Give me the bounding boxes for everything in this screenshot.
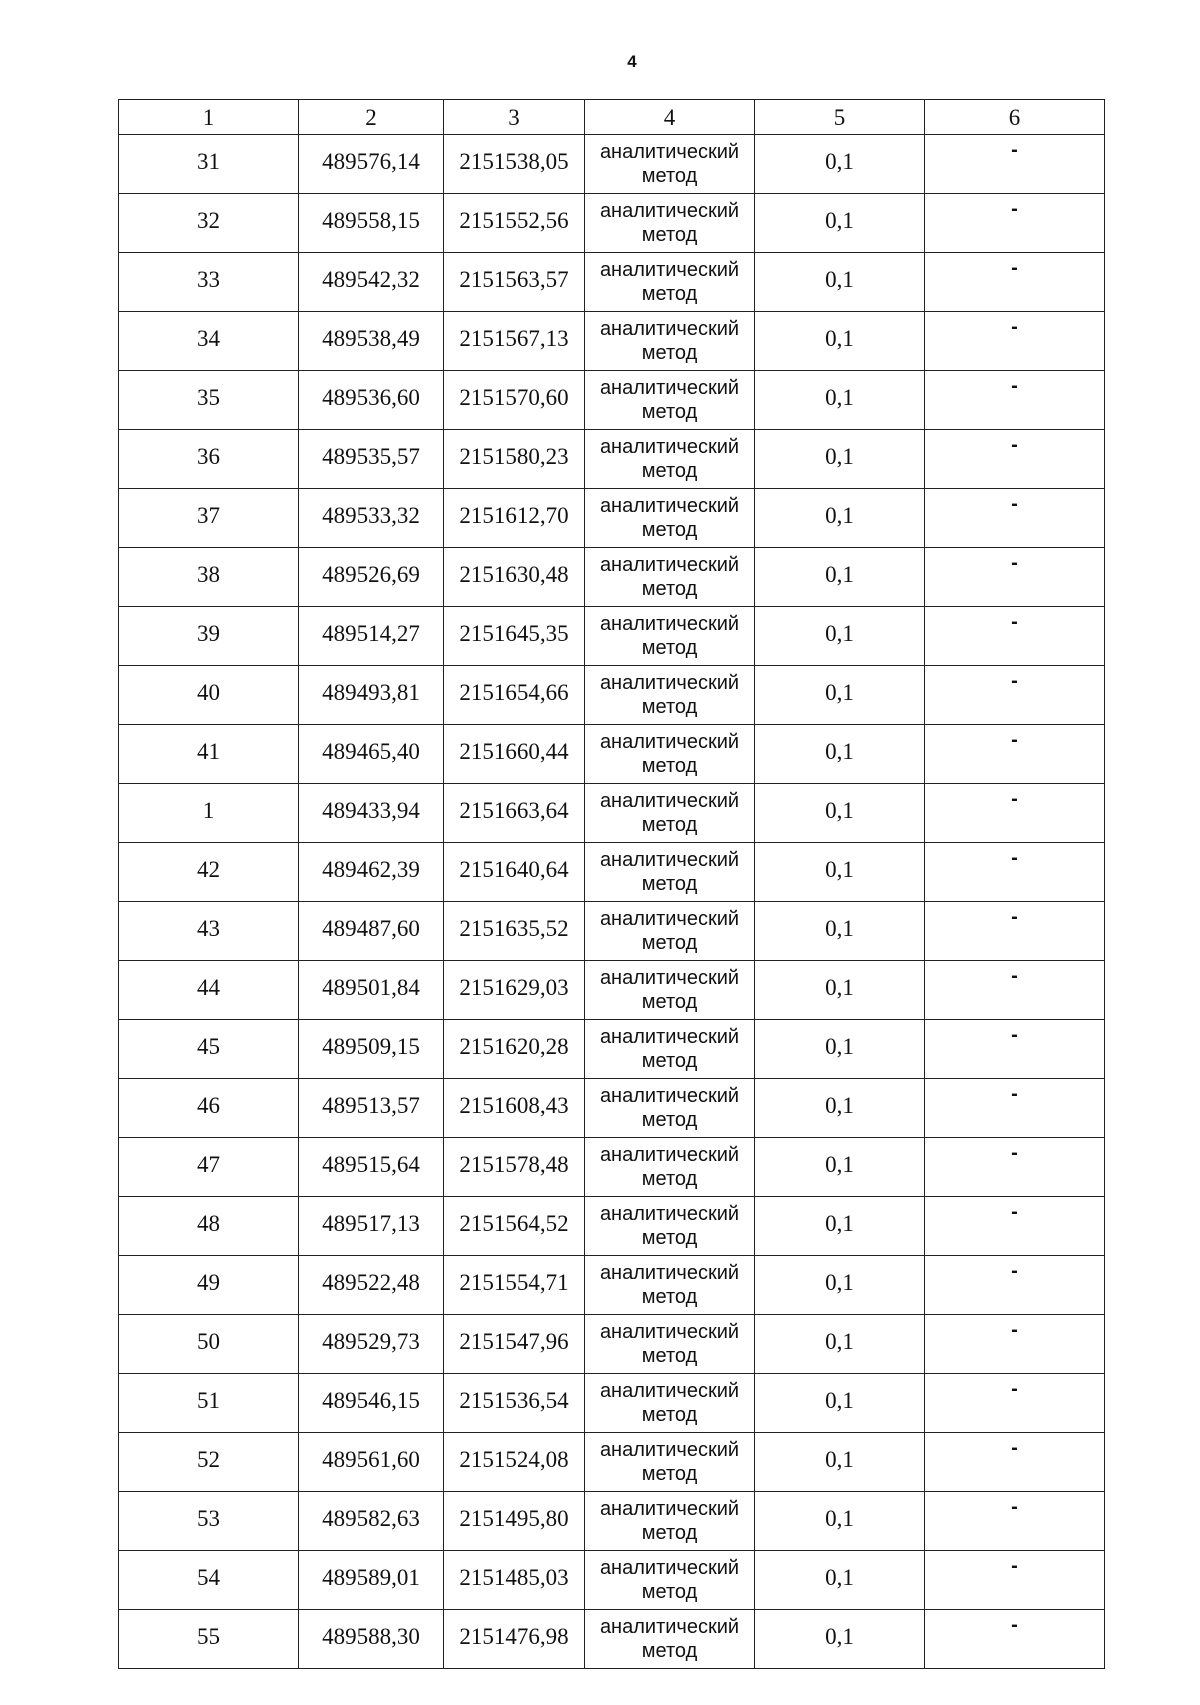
method-cell — [585, 194, 755, 253]
table-body — [119, 135, 1105, 1669]
table-row — [119, 1138, 1105, 1197]
method-cell — [585, 1610, 755, 1669]
x-coordinate-cell: 489529,73 — [299, 1315, 444, 1374]
point-number-cell: 50 — [119, 1315, 299, 1374]
method-text: аналитический — [599, 790, 740, 812]
note-cell: - — [925, 666, 1105, 725]
method-cell — [585, 1138, 755, 1197]
table-row — [119, 902, 1105, 961]
table-row — [119, 1197, 1105, 1256]
accuracy-cell: 0,1 — [755, 902, 925, 961]
y-coordinate-cell: 2151547,96 — [444, 1315, 585, 1374]
method-cell — [585, 371, 755, 430]
method-cell — [585, 1492, 755, 1551]
accuracy-cell: 0,1 — [755, 1256, 925, 1315]
y-coordinate-cell: 2151630,48 — [444, 548, 585, 607]
x-coordinate-cell: 489465,40 — [299, 725, 444, 784]
table-header-row — [119, 100, 1105, 135]
table-row — [119, 1610, 1105, 1669]
method-text: метод — [641, 814, 698, 836]
table-row — [119, 194, 1105, 253]
accuracy-cell: 0,1 — [755, 843, 925, 902]
accuracy-cell: 0,1 — [755, 548, 925, 607]
method-text: аналитический — [599, 1026, 740, 1048]
method-text: метод — [641, 1109, 698, 1131]
note-cell: - — [925, 135, 1105, 194]
method-cell — [585, 784, 755, 843]
x-coordinate-cell: 489493,81 — [299, 666, 444, 725]
accuracy-cell: 0,1 — [755, 371, 925, 430]
method-text: аналитический — [599, 436, 740, 458]
x-coordinate-cell: 489501,84 — [299, 961, 444, 1020]
y-coordinate-cell: 2151663,64 — [444, 784, 585, 843]
table-row — [119, 312, 1105, 371]
method-cell — [585, 961, 755, 1020]
note-cell: - — [925, 1433, 1105, 1492]
method-cell — [585, 1256, 755, 1315]
accuracy-cell: 0,1 — [755, 1020, 925, 1079]
x-coordinate-cell: 489535,57 — [299, 430, 444, 489]
method-text: аналитический — [599, 731, 740, 753]
method-text: метод — [641, 1345, 698, 1367]
point-number-cell: 35 — [119, 371, 299, 430]
method-text: метод — [641, 578, 698, 600]
method-cell — [585, 1315, 755, 1374]
x-coordinate-cell: 489515,64 — [299, 1138, 444, 1197]
x-coordinate-cell: 489526,69 — [299, 548, 444, 607]
method-text: метод — [641, 1168, 698, 1190]
table-row — [119, 1020, 1105, 1079]
method-cell — [585, 489, 755, 548]
point-number-cell: 39 — [119, 607, 299, 666]
note-cell: - — [925, 784, 1105, 843]
point-number-cell: 38 — [119, 548, 299, 607]
note-cell: - — [925, 1492, 1105, 1551]
column-header: 2 — [299, 100, 444, 135]
method-text: аналитический — [599, 908, 740, 930]
column-header: 3 — [444, 100, 585, 135]
method-cell — [585, 607, 755, 666]
method-text: метод — [641, 519, 698, 541]
method-text: аналитический — [599, 141, 740, 163]
note-cell: - — [925, 1374, 1105, 1433]
point-number-cell: 48 — [119, 1197, 299, 1256]
table-row — [119, 1315, 1105, 1374]
accuracy-cell: 0,1 — [755, 961, 925, 1020]
point-number-cell: 55 — [119, 1610, 299, 1669]
accuracy-cell: 0,1 — [755, 194, 925, 253]
accuracy-cell: 0,1 — [755, 666, 925, 725]
point-number-cell: 37 — [119, 489, 299, 548]
table-row — [119, 784, 1105, 843]
note-cell: - — [925, 253, 1105, 312]
note-cell: - — [925, 1610, 1105, 1669]
method-text: метод — [641, 283, 698, 305]
table-row — [119, 135, 1105, 194]
y-coordinate-cell: 2151564,52 — [444, 1197, 585, 1256]
x-coordinate-cell: 489517,13 — [299, 1197, 444, 1256]
coordinates-table — [118, 99, 1105, 1669]
x-coordinate-cell: 489576,14 — [299, 135, 444, 194]
point-number-cell: 42 — [119, 843, 299, 902]
method-text: метод — [641, 1050, 698, 1072]
note-cell: - — [925, 1020, 1105, 1079]
x-coordinate-cell: 489522,48 — [299, 1256, 444, 1315]
x-coordinate-cell: 489533,32 — [299, 489, 444, 548]
note-cell: - — [925, 725, 1105, 784]
y-coordinate-cell: 2151570,60 — [444, 371, 585, 430]
y-coordinate-cell: 2151536,54 — [444, 1374, 585, 1433]
y-coordinate-cell: 2151612,70 — [444, 489, 585, 548]
method-cell — [585, 135, 755, 194]
method-text: аналитический — [599, 1557, 740, 1579]
y-coordinate-cell: 2151485,03 — [444, 1551, 585, 1610]
method-text: аналитический — [599, 1616, 740, 1638]
method-text: аналитический — [599, 1380, 740, 1402]
method-cell — [585, 1079, 755, 1138]
point-number-cell: 54 — [119, 1551, 299, 1610]
method-text: метод — [641, 1463, 698, 1485]
table-row — [119, 1551, 1105, 1610]
point-number-cell: 51 — [119, 1374, 299, 1433]
method-text: метод — [641, 1404, 698, 1426]
y-coordinate-cell: 2151476,98 — [444, 1610, 585, 1669]
method-cell — [585, 430, 755, 489]
accuracy-cell: 0,1 — [755, 1138, 925, 1197]
method-text: метод — [641, 637, 698, 659]
table-row — [119, 725, 1105, 784]
x-coordinate-cell: 489561,60 — [299, 1433, 444, 1492]
y-coordinate-cell: 2151635,52 — [444, 902, 585, 961]
note-cell: - — [925, 1551, 1105, 1610]
accuracy-cell: 0,1 — [755, 1315, 925, 1374]
y-coordinate-cell: 2151640,64 — [444, 843, 585, 902]
method-text: аналитический — [599, 318, 740, 340]
method-cell — [585, 312, 755, 371]
method-cell — [585, 725, 755, 784]
point-number-cell: 52 — [119, 1433, 299, 1492]
table-row — [119, 371, 1105, 430]
accuracy-cell: 0,1 — [755, 253, 925, 312]
table-row — [119, 607, 1105, 666]
y-coordinate-cell: 2151567,13 — [444, 312, 585, 371]
method-text: аналитический — [599, 1144, 740, 1166]
method-text: метод — [641, 224, 698, 246]
column-header: 1 — [119, 100, 299, 135]
x-coordinate-cell: 489582,63 — [299, 1492, 444, 1551]
accuracy-cell: 0,1 — [755, 1551, 925, 1610]
accuracy-cell: 0,1 — [755, 1433, 925, 1492]
point-number-cell: 34 — [119, 312, 299, 371]
table-row — [119, 1374, 1105, 1433]
accuracy-cell: 0,1 — [755, 1374, 925, 1433]
x-coordinate-cell: 489538,49 — [299, 312, 444, 371]
point-number-cell: 47 — [119, 1138, 299, 1197]
note-cell: - — [925, 1256, 1105, 1315]
point-number-cell: 31 — [119, 135, 299, 194]
x-coordinate-cell: 489558,15 — [299, 194, 444, 253]
method-text: метод — [641, 873, 698, 895]
x-coordinate-cell: 489433,94 — [299, 784, 444, 843]
method-text: метод — [641, 1227, 698, 1249]
note-cell: - — [925, 430, 1105, 489]
method-text: метод — [641, 991, 698, 1013]
method-text: аналитический — [599, 967, 740, 989]
y-coordinate-cell: 2151552,56 — [444, 194, 585, 253]
point-number-cell: 1 — [119, 784, 299, 843]
x-coordinate-cell: 489462,39 — [299, 843, 444, 902]
accuracy-cell: 0,1 — [755, 135, 925, 194]
y-coordinate-cell: 2151654,66 — [444, 666, 585, 725]
x-coordinate-cell: 489536,60 — [299, 371, 444, 430]
note-cell: - — [925, 843, 1105, 902]
y-coordinate-cell: 2151608,43 — [444, 1079, 585, 1138]
note-cell: - — [925, 489, 1105, 548]
table-row — [119, 1492, 1105, 1551]
method-text: аналитический — [599, 377, 740, 399]
method-text: аналитический — [599, 1321, 740, 1343]
method-text: аналитический — [599, 200, 740, 222]
x-coordinate-cell: 489509,15 — [299, 1020, 444, 1079]
table-row — [119, 1079, 1105, 1138]
note-cell: - — [925, 1138, 1105, 1197]
method-text: метод — [641, 696, 698, 718]
column-header: 5 — [755, 100, 925, 135]
method-text: аналитический — [599, 849, 740, 871]
method-text: метод — [641, 460, 698, 482]
table-row — [119, 430, 1105, 489]
y-coordinate-cell: 2151578,48 — [444, 1138, 585, 1197]
table-row — [119, 489, 1105, 548]
accuracy-cell: 0,1 — [755, 1610, 925, 1669]
table-row — [119, 1433, 1105, 1492]
point-number-cell: 40 — [119, 666, 299, 725]
method-text: метод — [641, 932, 698, 954]
method-text: аналитический — [599, 1085, 740, 1107]
method-text: аналитический — [599, 259, 740, 281]
column-header: 4 — [585, 100, 755, 135]
method-cell — [585, 902, 755, 961]
page-number: 4 — [627, 52, 637, 71]
point-number-cell: 41 — [119, 725, 299, 784]
method-text: аналитический — [599, 1498, 740, 1520]
note-cell: - — [925, 312, 1105, 371]
method-cell — [585, 1020, 755, 1079]
table-row — [119, 548, 1105, 607]
point-number-cell: 44 — [119, 961, 299, 1020]
note-cell: - — [925, 607, 1105, 666]
method-text: аналитический — [599, 672, 740, 694]
table-row — [119, 1256, 1105, 1315]
table-row — [119, 961, 1105, 1020]
x-coordinate-cell: 489588,30 — [299, 1610, 444, 1669]
method-text: метод — [641, 165, 698, 187]
point-number-cell: 43 — [119, 902, 299, 961]
y-coordinate-cell: 2151538,05 — [444, 135, 585, 194]
point-number-cell: 53 — [119, 1492, 299, 1551]
method-text: метод — [641, 1640, 698, 1662]
accuracy-cell: 0,1 — [755, 430, 925, 489]
note-cell: - — [925, 548, 1105, 607]
y-coordinate-cell: 2151645,35 — [444, 607, 585, 666]
method-text: метод — [641, 1286, 698, 1308]
x-coordinate-cell: 489487,60 — [299, 902, 444, 961]
method-text: метод — [641, 401, 698, 423]
method-text: аналитический — [599, 495, 740, 517]
method-cell — [585, 1197, 755, 1256]
accuracy-cell: 0,1 — [755, 725, 925, 784]
y-coordinate-cell: 2151620,28 — [444, 1020, 585, 1079]
point-number-cell: 49 — [119, 1256, 299, 1315]
x-coordinate-cell: 489514,27 — [299, 607, 444, 666]
x-coordinate-cell: 489513,57 — [299, 1079, 444, 1138]
method-text: аналитический — [599, 554, 740, 576]
accuracy-cell: 0,1 — [755, 1492, 925, 1551]
y-coordinate-cell: 2151554,71 — [444, 1256, 585, 1315]
y-coordinate-cell: 2151524,08 — [444, 1433, 585, 1492]
method-text: метод — [641, 1522, 698, 1544]
y-coordinate-cell: 2151629,03 — [444, 961, 585, 1020]
accuracy-cell: 0,1 — [755, 489, 925, 548]
accuracy-cell: 0,1 — [755, 1197, 925, 1256]
y-coordinate-cell: 2151563,57 — [444, 253, 585, 312]
note-cell: - — [925, 902, 1105, 961]
note-cell: - — [925, 194, 1105, 253]
point-number-cell: 45 — [119, 1020, 299, 1079]
note-cell: - — [925, 961, 1105, 1020]
table-row — [119, 666, 1105, 725]
method-text: метод — [641, 755, 698, 777]
method-cell — [585, 666, 755, 725]
method-text: метод — [641, 342, 698, 364]
x-coordinate-cell: 489546,15 — [299, 1374, 444, 1433]
point-number-cell: 33 — [119, 253, 299, 312]
y-coordinate-cell: 2151660,44 — [444, 725, 585, 784]
method-cell — [585, 548, 755, 607]
note-cell: - — [925, 1197, 1105, 1256]
method-text: аналитический — [599, 1262, 740, 1284]
y-coordinate-cell: 2151580,23 — [444, 430, 585, 489]
x-coordinate-cell: 489542,32 — [299, 253, 444, 312]
accuracy-cell: 0,1 — [755, 312, 925, 371]
method-text: метод — [641, 1581, 698, 1603]
method-cell — [585, 1374, 755, 1433]
point-number-cell: 32 — [119, 194, 299, 253]
note-cell: - — [925, 1315, 1105, 1374]
point-number-cell: 46 — [119, 1079, 299, 1138]
method-text: аналитический — [599, 613, 740, 635]
table-row — [119, 843, 1105, 902]
method-cell — [585, 1433, 755, 1492]
note-cell: - — [925, 1079, 1105, 1138]
y-coordinate-cell: 2151495,80 — [444, 1492, 585, 1551]
table-row — [119, 253, 1105, 312]
method-text: аналитический — [599, 1439, 740, 1461]
method-text: аналитический — [599, 1203, 740, 1225]
method-cell — [585, 253, 755, 312]
note-cell: - — [925, 371, 1105, 430]
method-cell — [585, 1551, 755, 1610]
method-cell — [585, 843, 755, 902]
accuracy-cell: 0,1 — [755, 607, 925, 666]
point-number-cell: 36 — [119, 430, 299, 489]
column-header: 6 — [925, 100, 1105, 135]
x-coordinate-cell: 489589,01 — [299, 1551, 444, 1610]
accuracy-cell: 0,1 — [755, 784, 925, 843]
accuracy-cell: 0,1 — [755, 1079, 925, 1138]
